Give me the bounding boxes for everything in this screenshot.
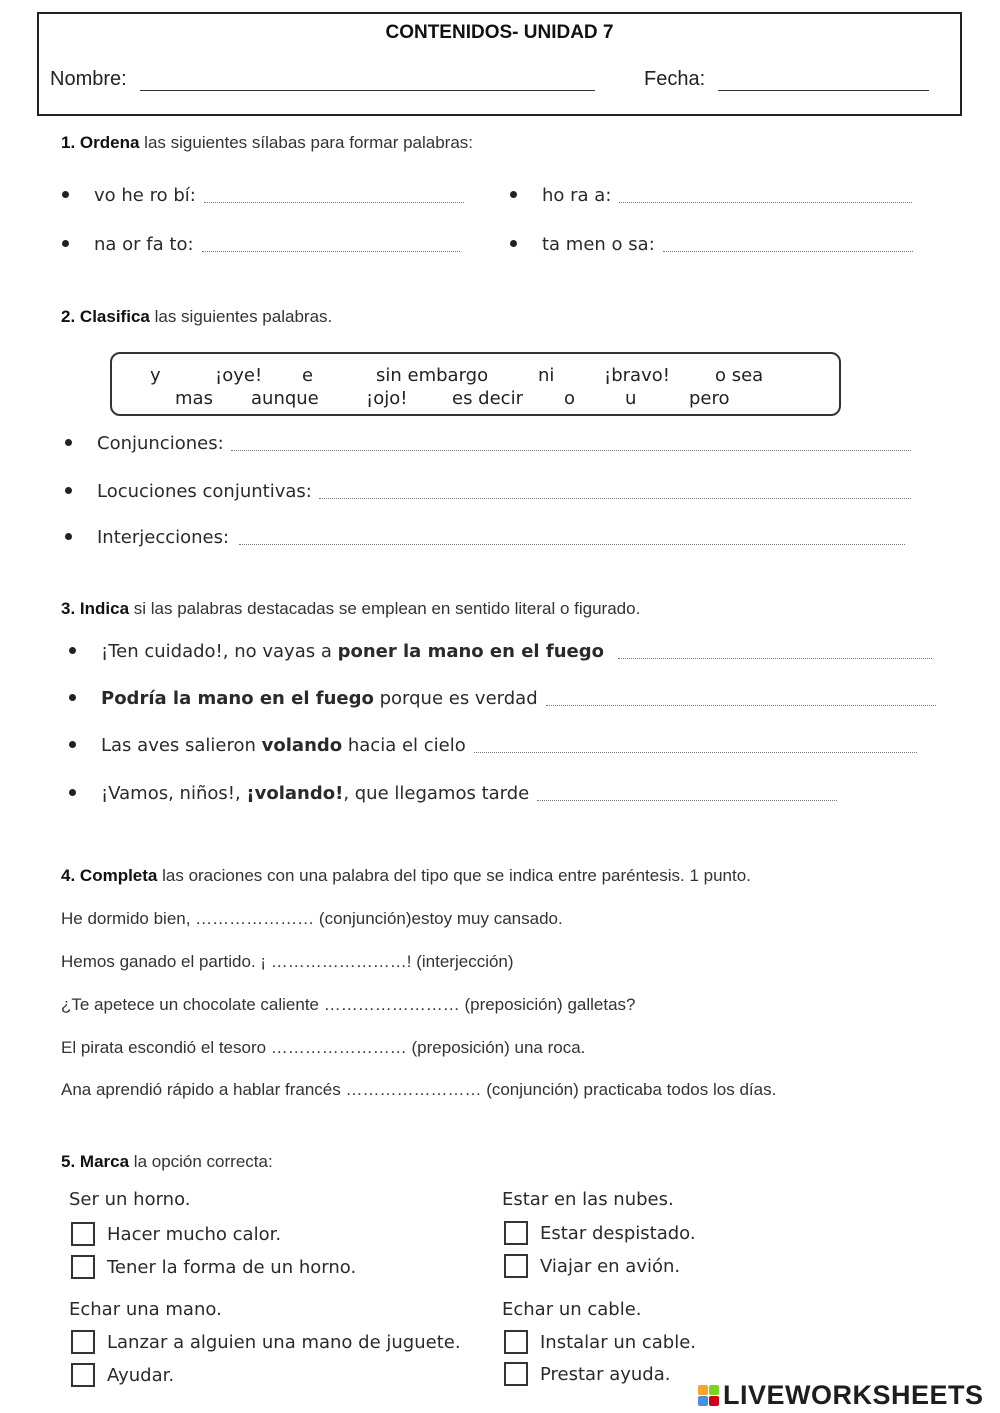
q3-sentence: ¡Vamos, niños!, ¡volando!, que llegamos tarde bbox=[101, 783, 530, 804]
category-label: Interjecciones: bbox=[97, 527, 230, 548]
liveworksheets-logo bbox=[698, 1380, 984, 1411]
option-label: Viajar en avión. bbox=[540, 1255, 681, 1277]
option-label: Instalar un cable. bbox=[540, 1331, 697, 1353]
logo-cell bbox=[698, 1385, 708, 1395]
bullet-icon bbox=[69, 741, 76, 748]
checkbox[interactable] bbox=[71, 1255, 95, 1279]
word-bank-item: sin embargo bbox=[376, 365, 489, 386]
word-bank-item: aunque bbox=[251, 388, 319, 409]
bullet-icon bbox=[62, 191, 69, 198]
q5-option[interactable] bbox=[71, 1255, 356, 1279]
q2-number: 2. bbox=[61, 307, 76, 326]
bullet-icon bbox=[510, 191, 517, 198]
date-input-line[interactable] bbox=[718, 90, 929, 91]
q1-instruction bbox=[61, 133, 473, 153]
brand-text: LIVEWORKSHEETS bbox=[723, 1380, 984, 1410]
q1-number: 1. bbox=[61, 133, 76, 152]
q3-sentence: Las aves salieron volando hacia el cielo bbox=[101, 735, 466, 756]
option-label: Hacer mucho calor. bbox=[107, 1223, 282, 1245]
q3-sentence: ¡Ten cuidado!, no vayas a poner la mano en el fuego bbox=[101, 641, 604, 662]
q3-instruction bbox=[61, 599, 640, 619]
checkbox[interactable] bbox=[71, 1363, 95, 1387]
answer-line[interactable] bbox=[204, 202, 464, 203]
header-box bbox=[37, 12, 962, 116]
answer-line[interactable] bbox=[239, 544, 905, 545]
q5-number: 5. bbox=[61, 1152, 76, 1171]
q5-option[interactable] bbox=[504, 1330, 696, 1354]
word-bank-item: mas bbox=[175, 388, 213, 409]
q3-item-1 bbox=[69, 636, 932, 662]
q3-number: 3. bbox=[61, 599, 76, 618]
word-bank bbox=[110, 352, 841, 416]
q1-item-2 bbox=[510, 180, 912, 206]
answer-line[interactable] bbox=[319, 498, 911, 499]
q5-option[interactable] bbox=[504, 1221, 696, 1245]
bullet-icon bbox=[510, 240, 517, 247]
logo-cell bbox=[709, 1396, 719, 1406]
q1-verb: Ordena bbox=[79, 133, 140, 152]
q2-category-3 bbox=[65, 522, 905, 548]
checkbox[interactable] bbox=[504, 1221, 528, 1245]
q2-text: las siguientes palabras. bbox=[149, 307, 333, 326]
q1-item-label: ta men o sa: bbox=[542, 234, 655, 255]
option-label: Prestar ayuda. bbox=[540, 1363, 671, 1385]
checkbox[interactable] bbox=[71, 1222, 95, 1246]
q4-sentence-1[interactable]: He dormido bien, ………………… (conjunción)estoy muy cansado. bbox=[61, 909, 563, 928]
word-bank-item: o bbox=[564, 388, 576, 409]
logo-cell bbox=[709, 1385, 719, 1395]
q5-verb: Marca bbox=[79, 1152, 130, 1171]
q1-item-label: ho ra a: bbox=[542, 185, 612, 206]
name-label: Nombre: bbox=[50, 68, 127, 90]
q2-category-2 bbox=[65, 476, 911, 502]
word-bank-item: u bbox=[625, 388, 637, 409]
q1-text: las siguientes sílabas para formar palabras: bbox=[139, 133, 474, 152]
bullet-icon bbox=[62, 240, 69, 247]
q1-item-1 bbox=[62, 180, 464, 206]
category-label: Locuciones conjuntivas: bbox=[97, 481, 312, 502]
q1-item-3 bbox=[62, 229, 460, 255]
q4-instruction bbox=[61, 866, 751, 886]
q3-sentence: Podría la mano en el fuego porque es verdad bbox=[101, 688, 538, 709]
q5-group-heading: Echar una mano. bbox=[69, 1299, 222, 1320]
q5-group-heading: Echar un cable. bbox=[502, 1299, 642, 1320]
q3-verb: Indica bbox=[79, 599, 130, 618]
q2-category-1 bbox=[65, 428, 911, 454]
answer-line[interactable] bbox=[618, 658, 932, 659]
option-label: Ayudar. bbox=[107, 1364, 175, 1386]
word-bank-item: pero bbox=[689, 388, 730, 409]
bullet-icon bbox=[69, 789, 76, 796]
bullet-icon bbox=[65, 533, 72, 540]
q3-item-3 bbox=[69, 730, 917, 756]
q1-item-4 bbox=[510, 229, 913, 255]
word-bank-item: y bbox=[150, 365, 161, 386]
answer-line[interactable] bbox=[202, 251, 460, 252]
answer-line[interactable] bbox=[663, 251, 913, 252]
bullet-icon bbox=[65, 439, 72, 446]
q5-option[interactable] bbox=[504, 1362, 670, 1386]
q2-instruction bbox=[61, 307, 332, 327]
answer-line[interactable] bbox=[619, 202, 912, 203]
q5-group-heading: Ser un horno. bbox=[69, 1189, 191, 1210]
q1-item-label: vo he ro bí: bbox=[94, 185, 196, 206]
option-label: Tener la forma de un horno. bbox=[107, 1256, 357, 1278]
q3-item-2 bbox=[69, 683, 936, 709]
q3-text: si las palabras destacadas se emplean en sentido literal o figurado. bbox=[129, 599, 641, 618]
word-bank-item: o sea bbox=[715, 365, 764, 386]
checkbox[interactable] bbox=[504, 1254, 528, 1278]
q4-text: las oraciones con una palabra del tipo que se indica entre paréntesis. 1 punto. bbox=[157, 866, 751, 885]
checkbox[interactable] bbox=[71, 1330, 95, 1354]
word-bank-item: es decir bbox=[452, 388, 523, 409]
q4-sentence-4[interactable]: El pirata escondió el tesoro …………………… (preposición) una roca. bbox=[61, 1038, 586, 1057]
word-bank-item: ¡ojo! bbox=[366, 388, 408, 409]
q2-verb: Clasifica bbox=[79, 307, 150, 326]
q4-sentence-5[interactable]: Ana aprendió rápido a hablar francés …………………… (conjunción) practicaba todos los días. bbox=[61, 1080, 777, 1099]
option-label: Estar despistado. bbox=[540, 1222, 696, 1244]
q5-instruction bbox=[61, 1152, 273, 1172]
word-bank-item: e bbox=[302, 365, 314, 386]
date-label: Fecha: bbox=[644, 68, 706, 90]
answer-line[interactable] bbox=[231, 450, 911, 451]
answer-line[interactable] bbox=[474, 752, 917, 753]
bullet-icon bbox=[65, 487, 72, 494]
option-label: Lanzar a alguien una mano de juguete. bbox=[107, 1331, 461, 1353]
q4-sentence-3[interactable]: ¿Te apetece un chocolate caliente …………………… (preposición) galletas? bbox=[61, 995, 636, 1014]
q5-option[interactable] bbox=[71, 1222, 281, 1246]
answer-line[interactable] bbox=[537, 800, 837, 801]
q5-option[interactable] bbox=[504, 1254, 680, 1278]
q1-item-label: na or fa to: bbox=[94, 234, 194, 255]
q4-verb: Completa bbox=[79, 866, 158, 885]
name-input-line[interactable] bbox=[140, 90, 595, 91]
q3-item-4 bbox=[69, 778, 837, 804]
answer-line[interactable] bbox=[546, 705, 936, 706]
worksheet-title: CONTENIDOS- UNIDAD 7 bbox=[385, 22, 614, 43]
q5-option[interactable] bbox=[71, 1363, 174, 1387]
category-label: Conjunciones: bbox=[97, 433, 224, 454]
checkbox[interactable] bbox=[504, 1330, 528, 1354]
q5-option[interactable] bbox=[71, 1330, 461, 1354]
word-bank-item: ¡oye! bbox=[215, 365, 263, 386]
logo-icon bbox=[698, 1385, 719, 1406]
q5-group-heading: Estar en las nubes. bbox=[502, 1189, 674, 1210]
logo-cell bbox=[698, 1396, 708, 1406]
checkbox[interactable] bbox=[504, 1362, 528, 1386]
word-bank-item: ni bbox=[538, 365, 555, 386]
q5-text: la opción correcta: bbox=[129, 1152, 273, 1171]
bullet-icon bbox=[69, 694, 76, 701]
word-bank-item: ¡bravo! bbox=[604, 365, 670, 386]
q4-number: 4. bbox=[61, 866, 76, 885]
q4-sentence-2[interactable]: Hemos ganado el partido. ¡ ……………………! (interjección) bbox=[61, 952, 514, 971]
bullet-icon bbox=[69, 647, 76, 654]
